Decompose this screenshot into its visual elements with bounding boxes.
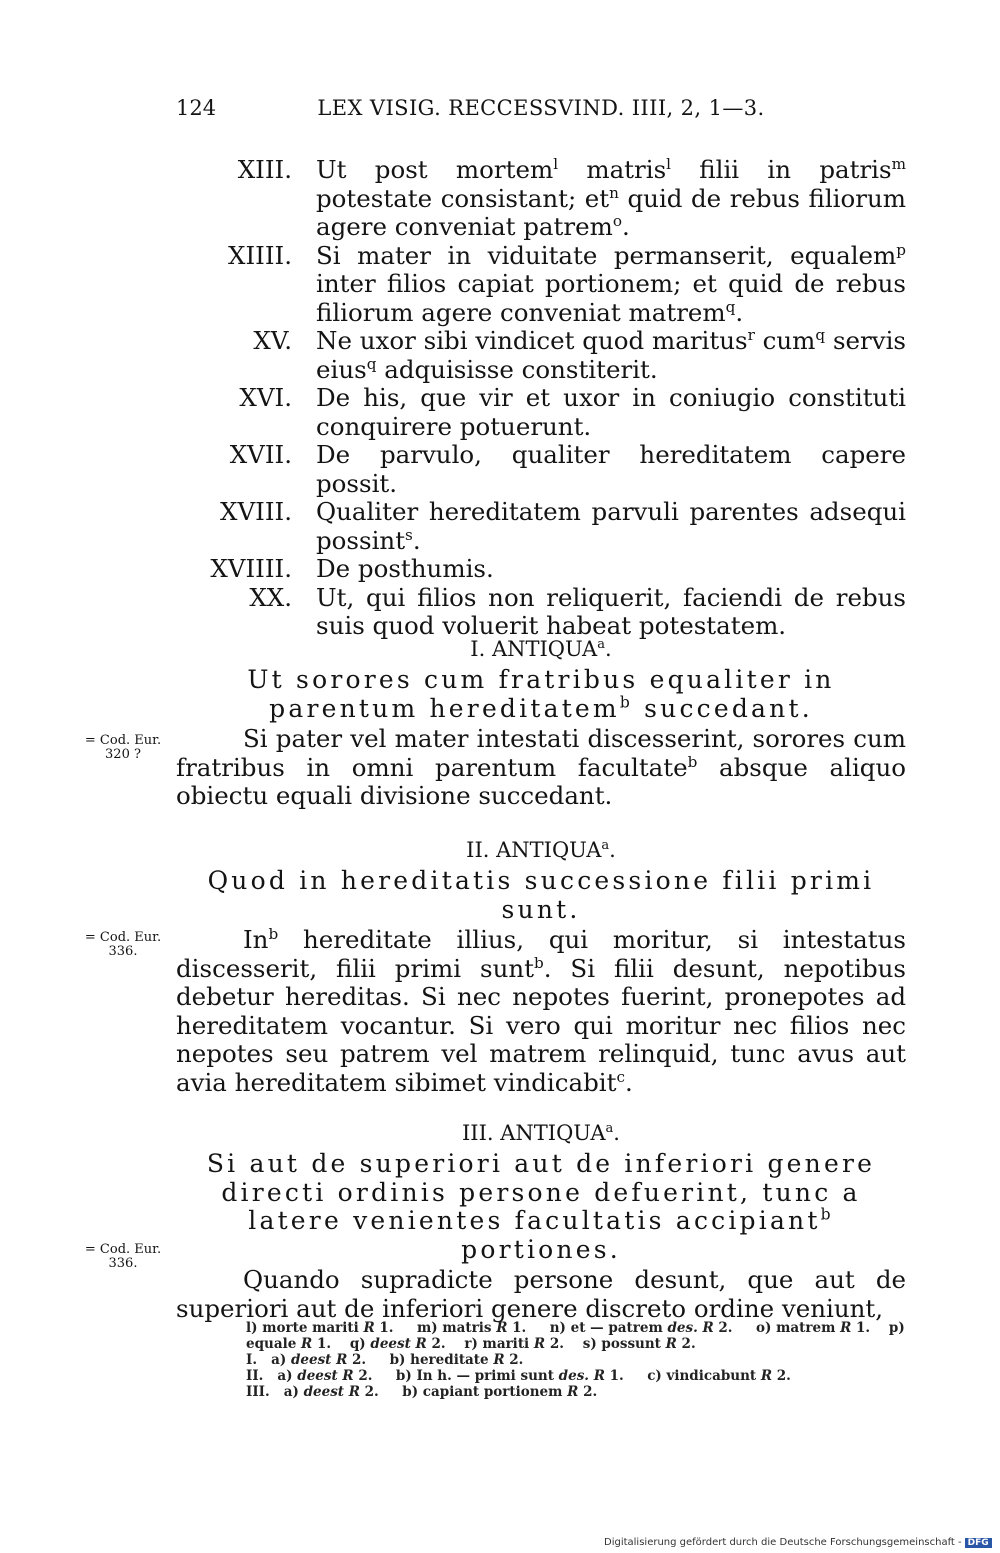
margin-reference-number: 336. [108, 1256, 138, 1271]
margin-reference-source: = Cod. Eur. [84, 930, 162, 945]
law-heading: I. ANTIQUA$^a$. [470, 637, 612, 661]
chapter-number: XVI. [239, 383, 292, 412]
chapter-entry [150, 584, 906, 641]
running-header [176, 96, 906, 130]
credit-text: Digitalisierung gefördert durch die Deutsche Forschungsgemeinschaft - [604, 1537, 962, 1548]
law-title: Si aut de superiori aut de inferiori genere directi ordinis persone defuerint, tunc a latere venientes facultatis accipiant$^b$ portiones. [206, 1149, 876, 1264]
chapter-text: Si mater in viduitate permanserit, equalem$^p$ inter filios capiat portionem; et quid de rebus filiorum agere conveniat matrem$^q$. [316, 240, 906, 327]
chapter-number: XIII. [237, 155, 292, 184]
law-section-3 [176, 1120, 906, 1323]
chapter-text: Qualiter hereditatem parvuli parentes adsequi possint$^s$. [316, 497, 906, 555]
chapter-list [150, 156, 906, 641]
chapter-entry [150, 242, 906, 328]
chapter-text: De posthumis. [316, 554, 494, 583]
margin-reference-source: = Cod. Eur. [84, 733, 162, 748]
law-text: Quando supradicte persone desunt, que aut de superiori aut de inferiori genere discreto ordine veniunt, [176, 1265, 906, 1323]
chapter-entry [150, 327, 906, 384]
law-text: In$^b$ hereditate illius, qui moritur, si intestatus discesserit, filii primi sunt$^b$. Si filii desunt, nepotibus debetur hereditas. Si nec nepotes fuerint, pronepotes ad hereditatem vocantur. Si vero qui moritur nec filios nec nepotes seu patrem vel matrem relinquid, tunc avus aut avia hereditatem sibimet vindicabit$^c$. [176, 924, 906, 1097]
chapter-text: Ut, qui filios non reliquerit, faciendi de rebus suis quod voluerit habeat potestatem. [316, 582, 906, 640]
law-section-2 [176, 837, 906, 1097]
law-title: Ut sorores cum fratribus equaliter in parentum hereditatem$^b$ succedant. [247, 665, 835, 723]
margin-reference [68, 1243, 178, 1271]
chapter-number: XIIII. [228, 240, 292, 270]
dfg-logo: DFG [965, 1538, 992, 1548]
margin-reference [68, 931, 178, 959]
chapter-text: Ne uxor sibi vindicet quod maritus$^r$ cum$^q$ servis eius$^q$ adquisisse constiterit. [316, 325, 906, 384]
digitization-credit [604, 1537, 992, 1548]
law-text: Si pater vel mater intestati discesserint, sorores cum fratribus in omni parentum facultate$^b$ absque aliquo obiectu equali divisione succedant. [176, 724, 906, 810]
law-section-1 [176, 636, 906, 811]
margin-reference-source: = Cod. Eur. [84, 1242, 162, 1257]
running-title: LEX VISIG. RECCESSVIND. IIII, 2, 1—3. [317, 96, 765, 120]
footnote-line: l) morte mariti R 1. m) matris R 1. n) et — patrem des. R 2. o) matrem R 1. p) equale R 1. q) deest R 2. r) mariti R 2. s) possunt R 2. [246, 1320, 905, 1352]
chapter-number: XX. [249, 582, 292, 612]
footnotes [176, 1320, 906, 1400]
chapter-entry [150, 384, 906, 441]
chapter-entry [150, 441, 906, 498]
page-number: 124 [176, 96, 217, 120]
footnote-line: I. a) deest R 2. b) hereditate R 2. [246, 1352, 524, 1368]
margin-reference-number: 336. [108, 944, 138, 959]
chapter-entry [150, 555, 906, 584]
law-title: Quod in hereditatis successione filii primi sunt. [207, 866, 875, 924]
chapter-entry [150, 498, 906, 555]
chapter-text: De parvulo, qualiter hereditatem capere possit. [316, 440, 906, 498]
law-heading: III. ANTIQUA$^a$. [462, 1121, 620, 1145]
chapter-number: XVII. [229, 440, 292, 469]
chapter-text: De his, que vir et uxor in coniugio constituti conquirere potuerunt. [316, 383, 906, 441]
chapter-number: XVIII. [220, 497, 292, 526]
footnote-line: II. a) deest R 2. b) In h. — primi sunt des. R 1. c) vindicabunt R 2. [246, 1368, 791, 1384]
law-heading: II. ANTIQUA$^a$. [466, 838, 616, 862]
footnote-line: III. a) deest R 2. b) capiant portionem R 2. [246, 1384, 598, 1400]
chapter-number: XVIIII. [210, 554, 292, 583]
margin-reference [68, 734, 178, 762]
chapter-number: XV. [253, 326, 292, 355]
chapter-entry [150, 156, 906, 242]
margin-reference-number: 320 ? [105, 747, 141, 762]
chapter-text: Ut post mortem$^l$ matris$^l$ filii in patris$^m$ potestate consistant; $et^n$ quid de rebus filiorum agere conveniat patrem$^o$. [316, 154, 906, 241]
